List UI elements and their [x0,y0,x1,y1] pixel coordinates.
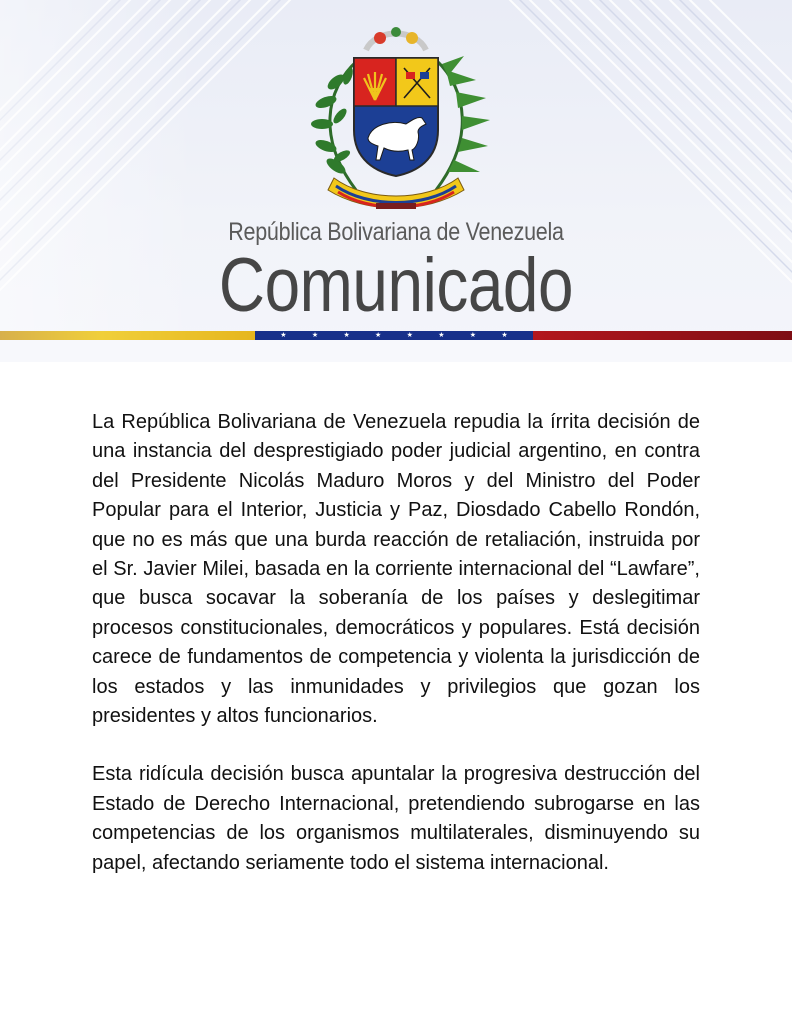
body-paragraph: Esta ridícula decisión busca apuntalar la progresiva destrucción del Estado de Derecho Internacional, pretendiendo subrogarse en las competencias de los organismos multilaterales, disminuyendo su papel, afectando seriamente todo el sistema internacional. [92,763,700,874]
star-icon: ★ [406,331,413,339]
star-icon: ★ [438,331,445,339]
body-paragraph: La República Bolivariana de Venezuela repudia la írrita decisión de una instancia del desprestigiado poder judicial argentino, en contra del Presidente Nicolás Maduro Moros y del Ministro del Poder Popular para el Interior, Justicia y Paz, Diosdado Cabello Rondón, que no es más que una burda reacción de retaliación, instruida por el Sr. Javier Milei, basada en la corriente internacional del “Lawfare”, que busca socavar la soberanía de los países y deslegitimar procesos constitucionales, democráticos y populares. Está decisión carece de fundamentos de competencia y violenta la jurisdicción de los estados y las inmunidades y privilegios que gozan los presidentes y altos funcionarios. [92,411,700,728]
communique-body [92,408,700,878]
flag-color-band [0,331,792,340]
star-icon: ★ [280,331,287,339]
star-icon: ★ [469,331,477,339]
star-icon: ★ [501,331,508,339]
flag-yellow-stripe [0,331,255,340]
star-icon: ★ [311,331,319,339]
star-icon: ★ [375,331,382,339]
header-banner [0,0,792,362]
flag-blue-stripe [255,331,533,340]
flag-red-stripe [533,331,792,340]
coat-of-arms-icon [296,20,496,216]
country-name-subtitle: República Bolivariana de Venezuela [228,218,564,246]
star-icon: ★ [343,331,350,339]
page-title: Comunicado [218,243,574,328]
